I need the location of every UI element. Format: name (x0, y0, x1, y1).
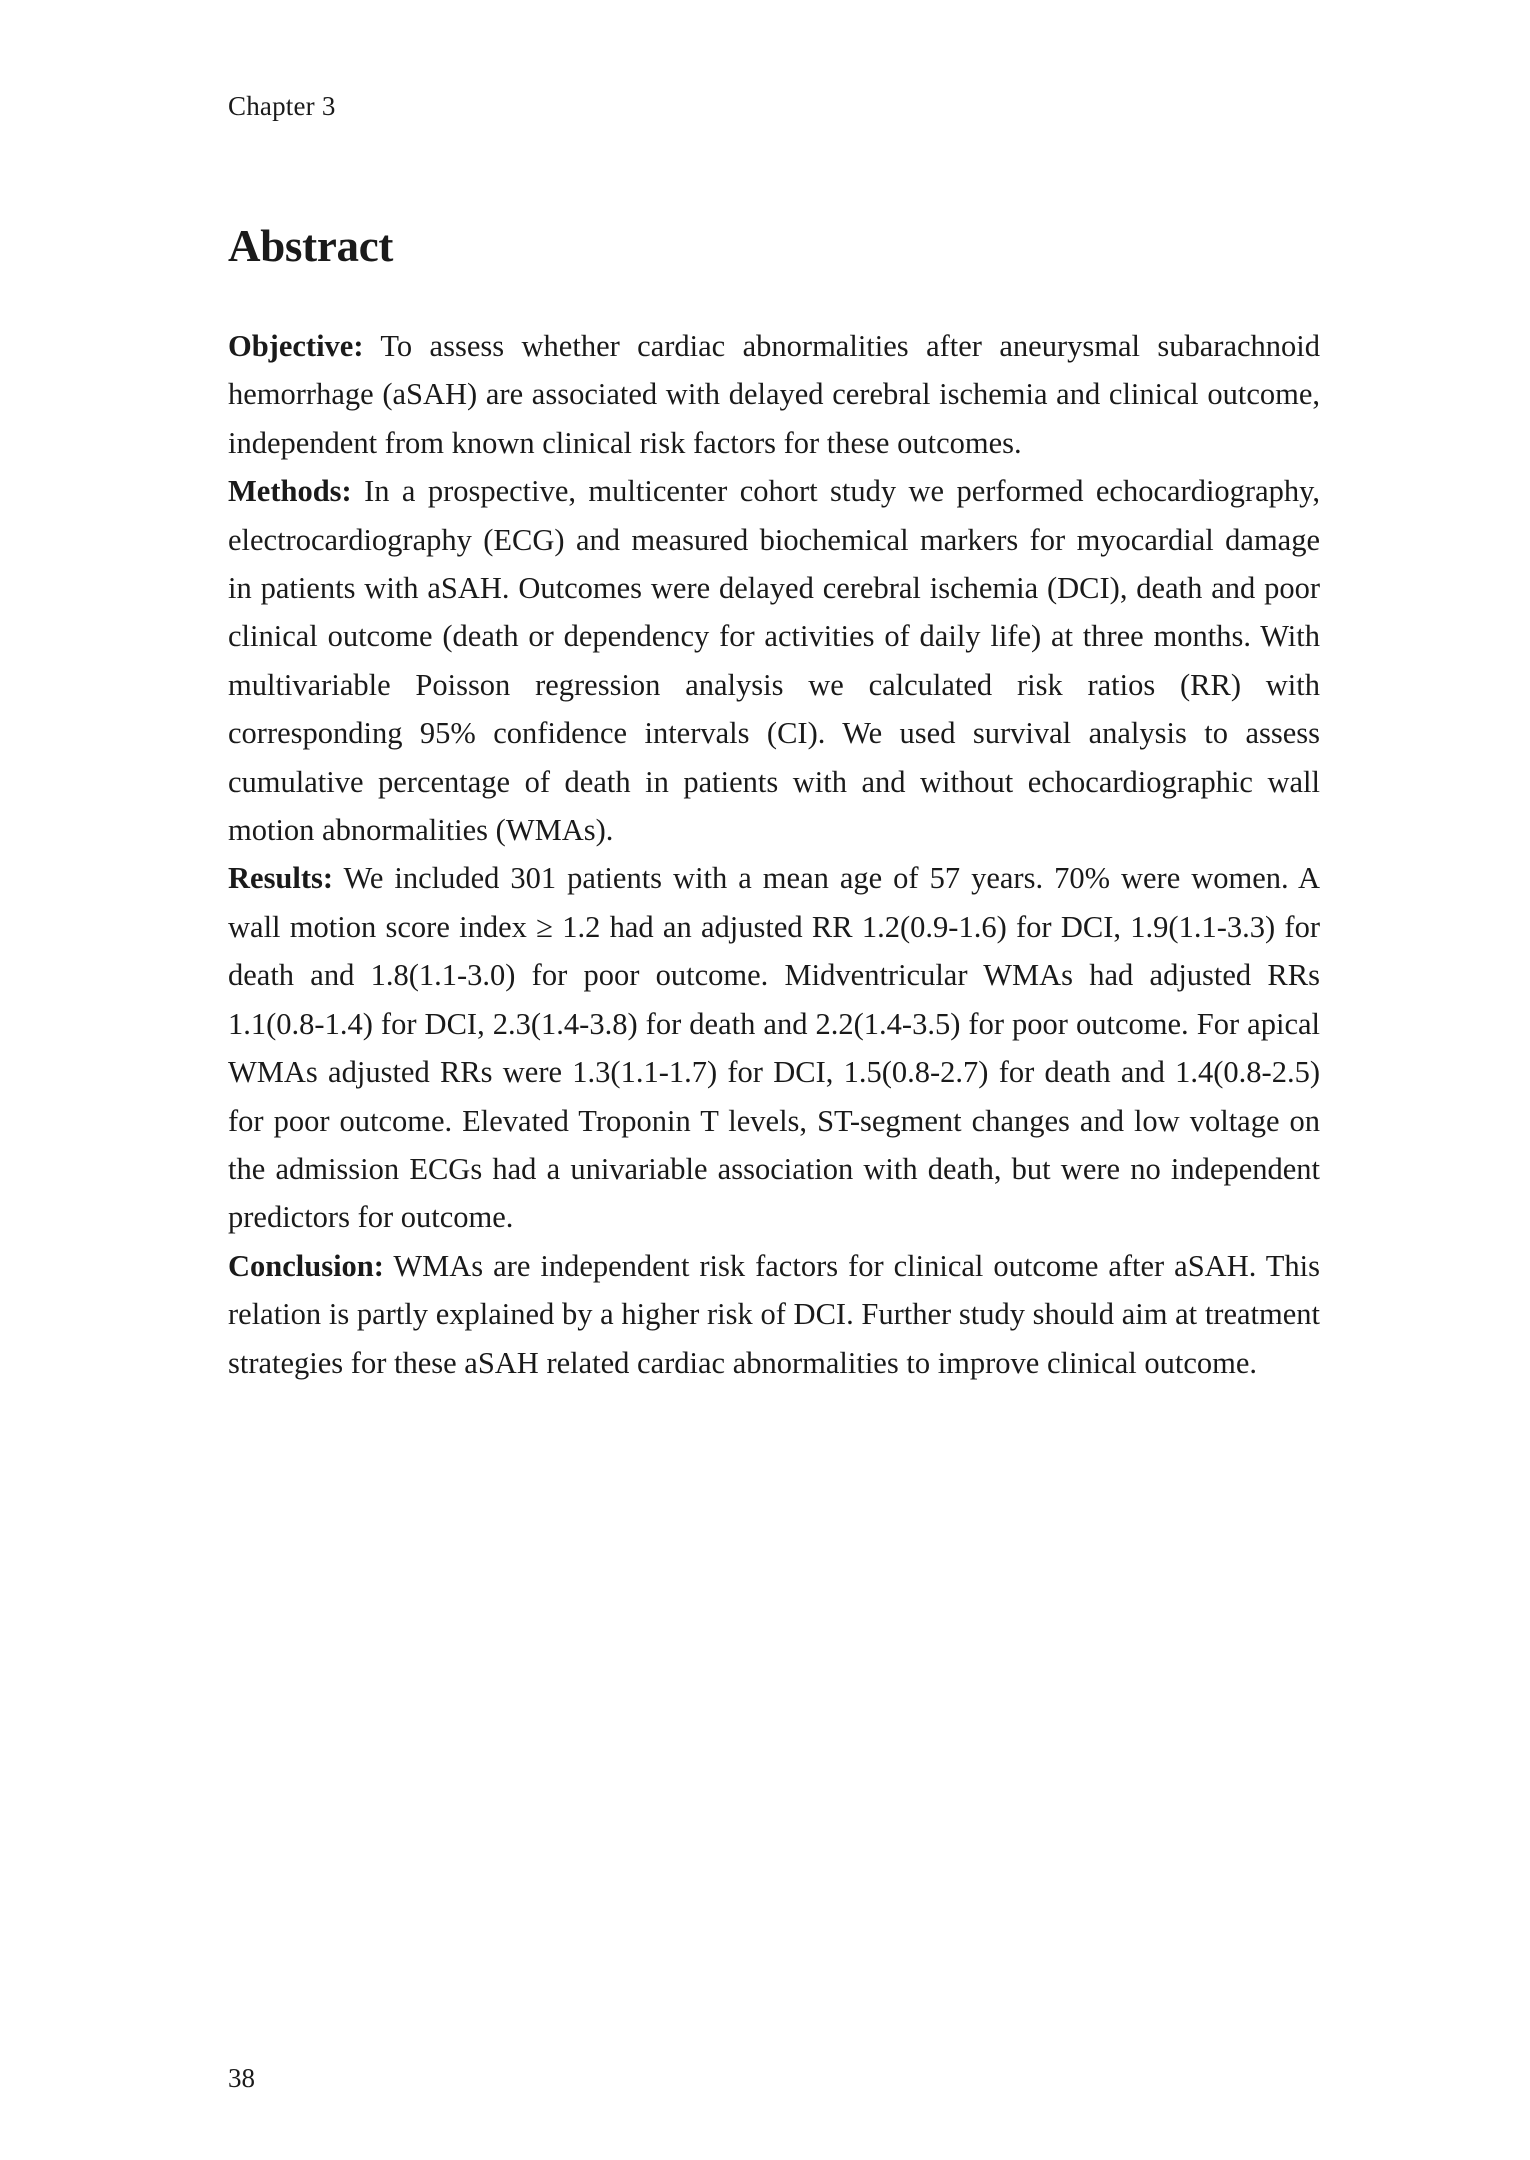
conclusion-text: WMAs are independent risk factors for clinical outcome after aSAH. This relation is partly explained by a higher risk of DCI. Further study should aim at treatment strategies for these aSAH related cardiac abnormalities to improve clinical outcome. (228, 1248, 1320, 1380)
objective-paragraph (228, 322, 1320, 467)
conclusion-paragraph (228, 1242, 1320, 1387)
results-label: Results: (228, 861, 334, 896)
results-paragraph (228, 854, 1320, 1241)
results-text: We included 301 patients with a mean age of 57 years. 70% were women. A wall motion score index ≥ 1.2 had an adjusted RR 1.2(0.9-1.6) for DCI, 1.9(1.1-3.3) for death and 1.8(1.1-3.0) for poor outcome. Midventricular WMAs had adjusted RRs 1.1(0.8-1.4) for DCI, 2.3(1.4-3.8) for death and 2.2(1.4-3.5) for poor outcome. For apical WMAs adjusted RRs were 1.3(1.1-1.7) for DCI, 1.5(0.8-2.7) for death and 1.4(0.8-2.5) for poor outcome. Elevated Troponin T levels, ST-segment changes and low voltage on the admission ECGs had a univariable association with death, but were no independent predictors for outcome. (228, 861, 1320, 1235)
abstract-body (228, 322, 1320, 1387)
section-title: Abstract (228, 221, 394, 271)
objective-label: Objective: (228, 329, 364, 363)
conclusion-label: Conclusion: (228, 1248, 384, 1283)
methods-paragraph (228, 467, 1320, 854)
methods-label: Methods: (228, 474, 352, 509)
methods-text: In a prospective, multicenter cohort study we performed echocardiography, electrocardiography (ECG) and measured biochemical markers for myocardial damage in patients with aSAH. Outcomes were delayed cerebral ischemia (DCI), death and poor clinical outcome (death or dependency for activities of daily life) at three months. With multivariable Poisson regression analysis we calculated risk ratios (RR) with corresponding 95% confidence intervals (CI). We used survival analysis to assess cumulative percentage of death in patients with and without echocardiographic wall motion abnormalities (WMAs). (228, 474, 1321, 848)
objective-text: To assess whether cardiac abnormalities after aneurysmal subarachnoid hemorrhage (aSAH) are associated with delayed cerebral ischemia and clinical outcome, independent from known clinical risk factors for these outcomes. (228, 329, 1320, 460)
running-head: Chapter 3 (228, 91, 336, 121)
page-number: 38 (228, 2063, 255, 2093)
